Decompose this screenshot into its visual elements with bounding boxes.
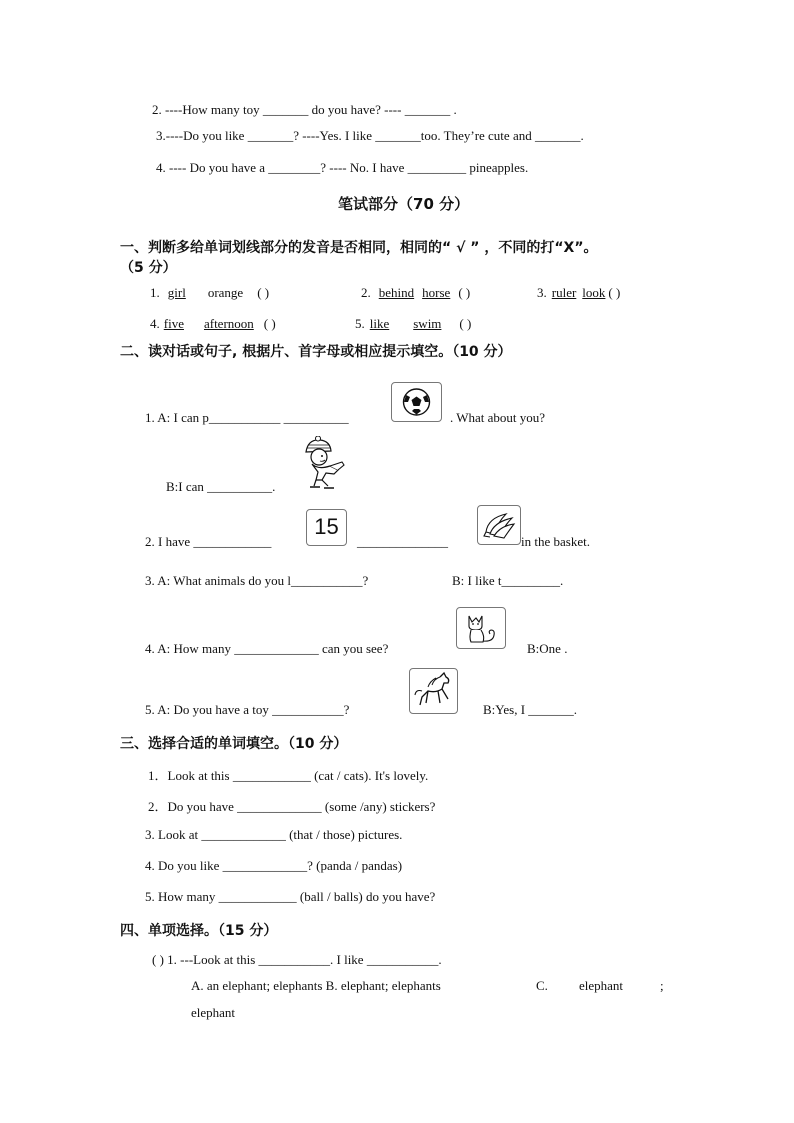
- choice-fill-item-4: 4. Do you like _____________? (panda / pandas): [145, 858, 403, 873]
- phonics-item-1: 1. girl orange ( ): [150, 285, 270, 300]
- fill-question-5-b: B:Yes, I _______.: [483, 702, 578, 717]
- top-question-3: 3.----Do you like _______? ----Yes. I like _______too. They’re cute and _______.: [156, 128, 584, 143]
- fill-question-1a-tail: . What about you?: [450, 410, 546, 425]
- section1-heading: 一、判断多给单词划线部分的发音是否相同，相同的“ √ ” ，不同的打“X”。: [120, 240, 598, 256]
- section4-heading: 四、单项选择。（15 分）: [120, 923, 278, 939]
- choice-fill-item-5: 5. How many ____________ (ball / balls) do you have?: [145, 889, 436, 904]
- banana-picture: [477, 505, 521, 545]
- horse-picture: [409, 668, 458, 714]
- number-15-card: 15: [306, 509, 347, 546]
- choice-fill-item-2: 2．Do you have _____________ (some /any) stickers?: [148, 799, 436, 814]
- fill-question-2-mid: ______________: [357, 534, 448, 549]
- banana-bunch-icon: [478, 506, 520, 544]
- section1-heading-score: （5 分）: [120, 260, 177, 276]
- fill-question-2: 2. I have ____________: [145, 534, 272, 549]
- fill-question-4: 4. A: How many _____________ can you see?: [145, 641, 389, 656]
- phonics-item-4: 4. five afternoon ( ): [150, 316, 276, 331]
- choice-fill-item-3: 3. Look at _____________ (that / those) pictures.: [145, 827, 403, 842]
- football-icon: [392, 383, 441, 421]
- fill-question-3-b: B: I like t_________.: [452, 573, 564, 588]
- mc-question-1: ( ) 1. ---Look at this ___________. I like ___________.: [152, 952, 442, 967]
- mc-question-1-option-c-word: elephant: [579, 978, 624, 993]
- mc-question-1-option-c-label: C.: [536, 978, 548, 993]
- section3-heading: 三、选择合适的单词填空。（10 分）: [120, 736, 348, 752]
- top-question-2: 2. ----How many toy _______ do you have? ---- _______ .: [152, 102, 457, 117]
- top-question-4: 4. ---- Do you have a ________? ---- No. I have _________ pineapples.: [156, 160, 529, 175]
- fill-question-1a: 1. A: I can p___________ __________: [145, 410, 349, 425]
- section2-heading: 二、读对话或句子, 根据片、首字母或相应提示填空。（10 分）: [120, 344, 512, 360]
- fill-question-3: 3. A: What animals do you l___________?: [145, 573, 369, 588]
- cat-picture: [456, 607, 506, 649]
- football-picture: [391, 382, 442, 422]
- fill-question-4-b: B:One .: [527, 641, 568, 656]
- mc-question-1-option-c-semicolon: ;: [660, 978, 664, 993]
- phonics-item-3: 3. ruler look ( ): [537, 285, 621, 300]
- mc-question-1-options-ab: A. an elephant; elephants B. elephant; elephants: [191, 978, 441, 993]
- fill-question-2-tail: in the basket.: [521, 534, 590, 549]
- phonics-item-2: 2. behind horse ( ): [361, 285, 471, 300]
- skating-boy-icon: [298, 436, 354, 494]
- horse-icon: [410, 669, 457, 713]
- fill-question-1b: B:I can __________.: [166, 479, 276, 494]
- fill-question-5: 5. A: Do you have a toy ___________?: [145, 702, 350, 717]
- phonics-item-5: 5. like swim ( ): [355, 316, 472, 331]
- cat-icon: [457, 608, 505, 648]
- mc-question-1-option-c-cont: elephant: [191, 1005, 236, 1020]
- written-section-title: 笔试部分（70 分）: [338, 195, 470, 213]
- choice-fill-item-1: 1．Look at this ____________ (cat / cats). It's lovely.: [148, 768, 429, 783]
